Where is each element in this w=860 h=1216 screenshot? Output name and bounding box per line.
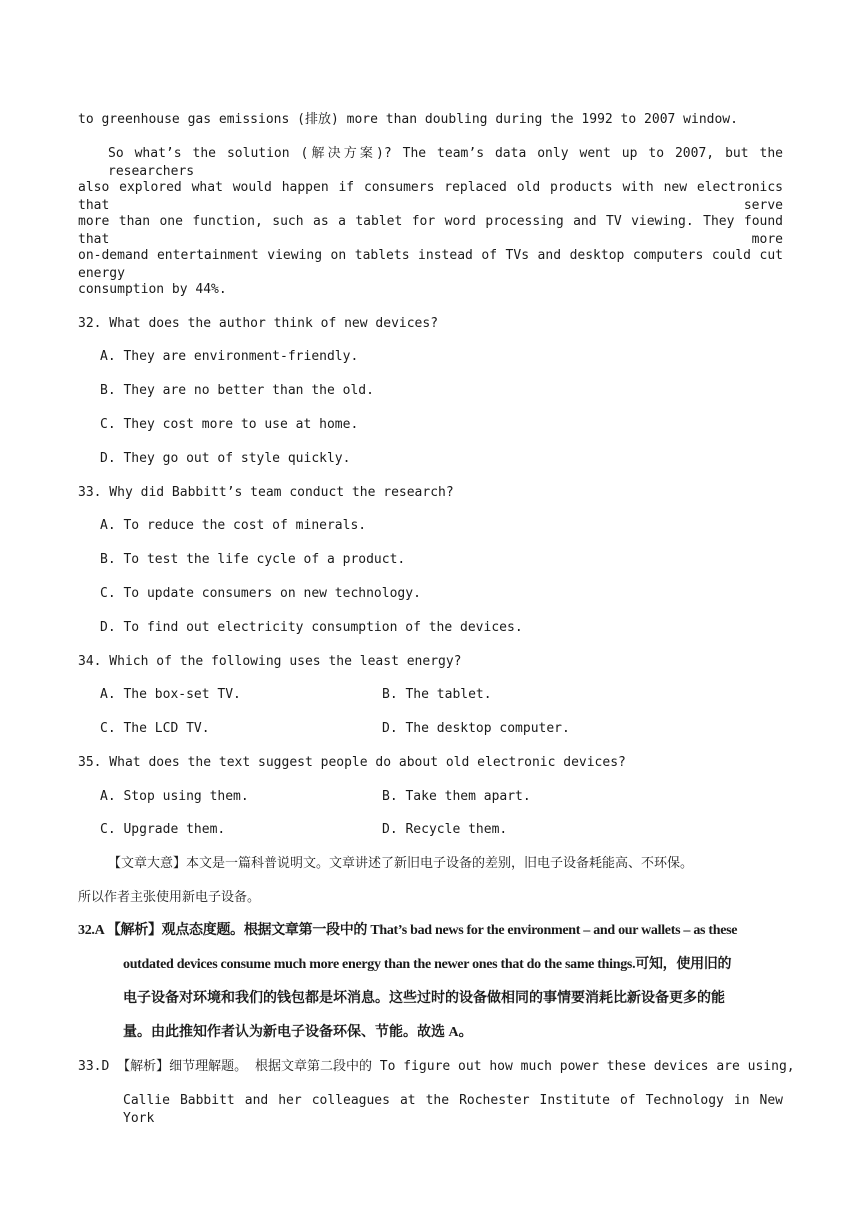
answer-option: D. Recycle them. bbox=[382, 822, 508, 837]
answer-option: A. The box-set TV. bbox=[100, 687, 241, 702]
passage-line: also explored what would happen if consumers replaced old products with new electronics that serve bbox=[78, 180, 783, 213]
answer-option: A. To reduce the cost of minerals. bbox=[100, 518, 367, 533]
answer-explanation: 量。由此推知作者认为新电子设备环保、节能。故选 A。 bbox=[123, 1025, 473, 1040]
answer-option: A. Stop using them. bbox=[100, 789, 249, 804]
answer-explanation: 电子设备对环境和我们的钱包都是坏消息。这些过时的设备做相同的事情要消耗比新设备更多的能 bbox=[123, 991, 725, 1006]
passage-line: on-demand entertainment viewing on tablets instead of TVs and desktop computers could cut energy bbox=[78, 248, 783, 281]
answer-option: B. They are no better than the old. bbox=[100, 383, 374, 398]
answer-option: C. The LCD TV. bbox=[100, 721, 210, 736]
answer-explanation: 33.D 【解析】细节理解题。 根据文章第二段中的 To figure out how much power these devices are using, bbox=[78, 1059, 795, 1074]
answer-option: B. To test the life cycle of a product. bbox=[100, 552, 406, 567]
answer-option: B. The tablet. bbox=[382, 687, 492, 702]
answer-explanation: outdated devices consume much more energy than the newer ones that do the same things.可知，使用旧的 bbox=[123, 957, 732, 972]
passage-line: to greenhouse gas emissions (排放) more than doubling during the 1992 to 2007 window. bbox=[78, 112, 738, 127]
passage-line: So what’s the solution (解决方案)? The team’s data only went up to 2007, but the researchers bbox=[108, 146, 783, 179]
answer-explanation: 32.A 【解析】观点态度题。根据文章第一段中的 That’s bad news for the environment – and our wallets – as these bbox=[78, 923, 738, 938]
answer-option: C. To update consumers on new technology. bbox=[100, 586, 421, 601]
article-summary: 【文章大意】本文是一篇科普说明文。文章讲述了新旧电子设备的差别，旧电子设备耗能高、不环保。 bbox=[108, 856, 694, 871]
article-summary: 所以作者主张使用新电子设备。 bbox=[78, 890, 261, 905]
answer-option: C. Upgrade them. bbox=[100, 822, 226, 837]
answer-option: C. They cost more to use at home. bbox=[100, 417, 359, 432]
answer-option: D. The desktop computer. bbox=[382, 721, 570, 736]
passage-line: more than one function, such as a tablet for word processing and TV viewing. They found that more bbox=[78, 214, 783, 247]
question-stem: 33. Why did Babbitt’s team conduct the research? bbox=[78, 485, 454, 500]
question-stem: 34. Which of the following uses the least energy? bbox=[78, 654, 462, 669]
answer-option: B. Take them apart. bbox=[382, 789, 531, 804]
answer-option: D. To find out electricity consumption of the devices. bbox=[100, 620, 523, 635]
answer-explanation: Callie Babbitt and her colleagues at the Rochester Institute of Technology in New York bbox=[123, 1093, 783, 1126]
question-stem: 32. What does the author think of new devices? bbox=[78, 316, 439, 331]
passage-line: consumption by 44%. bbox=[78, 282, 227, 297]
answer-option: A. They are environment-friendly. bbox=[100, 349, 359, 364]
question-stem: 35. What does the text suggest people do about old electronic devices? bbox=[78, 755, 626, 770]
answer-option: D. They go out of style quickly. bbox=[100, 451, 351, 466]
